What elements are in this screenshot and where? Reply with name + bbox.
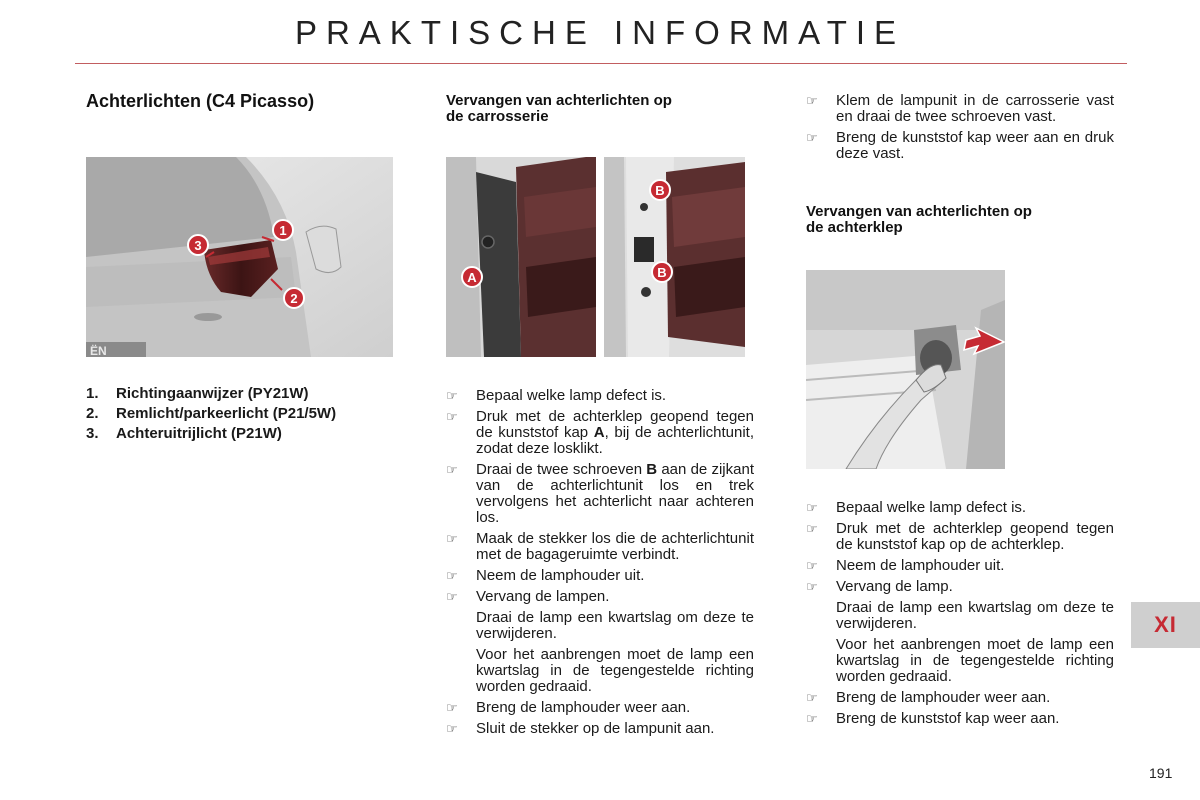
figure-rear-light-overview: [86, 157, 393, 357]
list-item: ☞ Vervang de lamp. Draai de lamp een kwartslag om deze te verwijderen. Voor het aanbrengen moet de lamp een kwartslag in de tegengestelde richting worden gedraaid.: [806, 578, 1114, 685]
pointing-hand-icon: ☞: [446, 589, 458, 604]
page-title: PRAKTISCHE INFORMATIE: [294, 14, 906, 51]
pointing-hand-icon: ☞: [446, 568, 458, 583]
subheading-achterklep: Vervangen van achterlichten op de achterklep: [806, 203, 1032, 236]
steps-carrosserie-continued: [806, 93, 1114, 167]
list-item: ☞ Breng de lamphouder weer aan.: [806, 689, 1051, 706]
list-item: ☞ Maak de stekker los die de achterlichtunit met de bagageruimte verbindt.: [446, 530, 754, 563]
pointing-hand-icon: ☞: [806, 130, 818, 145]
steps-carrosserie: [446, 388, 754, 742]
list-item: ☞ Breng de kunststof kap weer aan.: [806, 710, 1060, 727]
section-title: Achterlichten (C4 Picasso): [86, 91, 315, 111]
pointing-hand-icon: ☞: [446, 462, 458, 477]
svg-text:B: B: [655, 183, 665, 198]
svg-text:2: 2: [290, 291, 298, 306]
pointing-hand-icon: ☞: [806, 93, 818, 108]
title-rule: [75, 63, 1127, 64]
legend-item: 1. Richtingaanwijzer (PY21W): [86, 385, 309, 402]
figure-tailgate-cap: [806, 270, 1005, 469]
list-item: ☞ Sluit de stekker op de lampunit aan.: [446, 720, 715, 737]
callout-2: [284, 288, 304, 308]
car-emblem-text: ËN: [90, 344, 107, 357]
legend-item: 3. Achteruitrijlicht (P21W): [86, 425, 282, 442]
pointing-hand-icon: ☞: [806, 690, 818, 705]
list-item: ☞ Druk met de achterklep geopend tegen de kunststof kap op de achterklep.: [806, 520, 1114, 553]
steps-achterklep: [806, 500, 1114, 732]
pointing-hand-icon: ☞: [806, 521, 818, 536]
subheading-carrosserie: Vervangen van achterlichten op de carrosserie: [446, 92, 672, 125]
callout-3: [188, 235, 208, 255]
svg-text:1: 1: [279, 223, 287, 238]
page-number: 191: [1149, 765, 1173, 781]
pointing-hand-icon: ☞: [446, 700, 458, 715]
figure-screws-b: [604, 157, 745, 357]
callout-a: [462, 267, 482, 287]
pointing-hand-icon: ☞: [806, 500, 818, 515]
pointing-hand-icon: ☞: [806, 711, 818, 726]
pointing-hand-icon: ☞: [806, 558, 818, 573]
callout-1: [273, 220, 293, 240]
pointing-hand-icon: ☞: [806, 579, 818, 594]
pointing-hand-icon: ☞: [446, 531, 458, 546]
list-item: ☞ Draai de twee schroeven B aan de zijkant van de achterlichtunit los en trek vervolgens het achterlicht naar achteren los.: [446, 461, 754, 526]
list-item: ☞ Vervang de lampen. Draai de lamp een kwartslag om deze te verwijderen. Voor het aanbrengen moet de lamp een kwartslag in de tegengestelde richting worden gedraaid.: [446, 588, 754, 695]
chapter-tab[interactable]: XI: [1131, 602, 1200, 648]
svg-text:B: B: [657, 265, 667, 280]
list-item: ☞ Bepaal welke lamp defect is.: [446, 387, 667, 404]
figure-cap-a: [446, 157, 596, 357]
list-item: ☞ Klem de lampunit in de carrosserie vast en draai de twee schroeven vast.: [806, 92, 1114, 125]
legend-item: 2. Remlicht/parkeerlicht (P21/5W): [86, 405, 337, 422]
svg-text:3: 3: [194, 238, 202, 253]
pointing-hand-icon: ☞: [446, 721, 458, 736]
legend-list: [86, 386, 386, 446]
pointing-hand-icon: ☞: [446, 409, 458, 424]
list-item: ☞ Neem de lamphouder uit.: [806, 557, 1005, 574]
pointing-hand-icon: ☞: [446, 388, 458, 403]
callout-b-upper: [650, 180, 670, 200]
list-item: ☞ Breng de lamphouder weer aan.: [446, 699, 691, 716]
list-item: ☞ Druk met de achterklep geopend tegen de kunststof kap A, bij de achterlichtunit, zodat deze losklikt.: [446, 408, 755, 457]
list-item: ☞ Breng de kunststof kap weer aan en druk deze vast.: [806, 129, 1114, 162]
list-item: ☞ Neem de lamphouder uit.: [446, 567, 645, 584]
svg-text:A: A: [467, 270, 477, 285]
callout-b-lower: [652, 262, 672, 282]
list-item: ☞ Bepaal welke lamp defect is.: [806, 499, 1027, 516]
